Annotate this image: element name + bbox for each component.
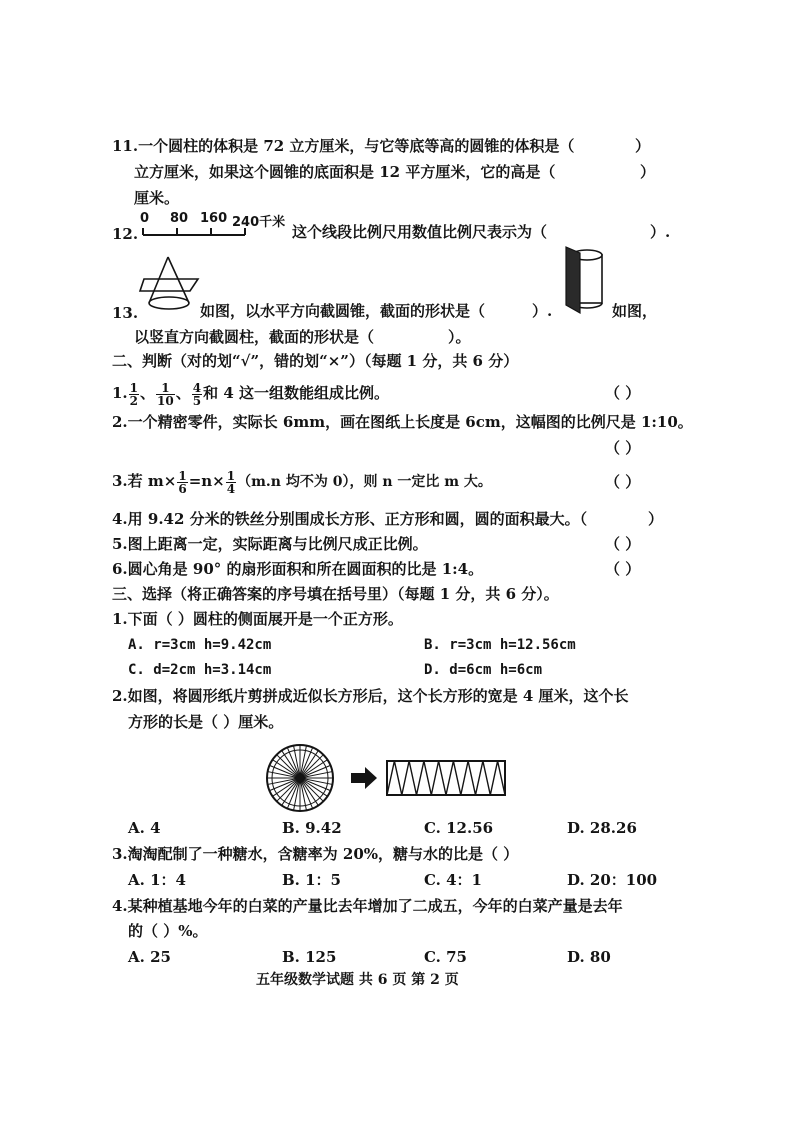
judge-q4-answer-paren-close[interactable]: ） — [648, 510, 664, 528]
choice-q3-option-c[interactable]: C. 4：1 — [424, 871, 482, 889]
choice-q2-line2: 方形的长是（ ）厘米。 — [128, 713, 284, 731]
judge-q5-answer-paren[interactable]: （ ） — [605, 535, 641, 553]
q11-line3: 厘米。 — [134, 189, 180, 207]
section3-heading: 三、选择（将正确答案的序号填在括号里）（每题 1 分，共 6 分）。 — [112, 585, 559, 603]
scale-label-80: 80 — [170, 211, 189, 226]
judge-q2-answer-paren[interactable]: （ ） — [605, 439, 641, 457]
choice-q2-option-b[interactable]: B. 9.42 — [282, 819, 342, 837]
judge-q1: 1. $\frac{1}{2}$ 、 $\frac{1}{10}$ 、 $\frac{4}{5}$ 和 4 这一组数能组成比例。 — [112, 380, 390, 408]
fraction-1-2: $\frac{1}{2}$ — [129, 380, 139, 408]
judge-q3: 3.若 m× $\frac{1}{6}$ =n× $\frac{1}{4}$ （m.n 均不为 0），则 n 一定比 m 大。 — [112, 468, 492, 496]
choice-q3-option-b[interactable]: B. 1：5 — [282, 871, 341, 889]
q13-number: 13. — [112, 304, 139, 322]
q12-text-end: ）. — [650, 223, 671, 241]
choice-q3-option-a[interactable]: A. 1：4 — [128, 871, 186, 889]
cone-cut-figure — [140, 255, 200, 317]
judge-q6: 6.圆心角是 90° 的扇形面积和所在圆面积的比是 1:4。 — [112, 560, 484, 578]
fraction-1-10: $\frac{1}{10}$ — [157, 380, 174, 408]
q13-text1-end: ）. — [532, 302, 553, 320]
choice-q1-stem: 1.下面（ ）圆柱的侧面展开是一个正方形。 — [112, 610, 403, 628]
section2-heading: 二、判断（对的划“√”，错的划“×”）（每题 1 分，共 6 分） — [112, 352, 519, 370]
choice-q4-line2: 的（ ）%。 — [128, 922, 208, 940]
scale-label-240km: 240千米 — [232, 215, 286, 230]
q11-answer-paren-close-2: ） — [640, 163, 656, 181]
fraction-4-5: $\frac{4}{5}$ — [192, 380, 202, 408]
judge-q6-answer-paren[interactable]: （ ） — [605, 560, 641, 578]
sectored-circle — [267, 745, 333, 811]
choice-q1-option-c[interactable]: C. d=2cm h=3.14cm — [128, 662, 272, 678]
page-footer: 五年级数学试题 共 6 页 第 2 页 — [256, 972, 459, 988]
choice-q3-option-d[interactable]: D. 20：100 — [567, 871, 658, 889]
q13-text1: 如图，以水平方向截圆锥，截面的形状是（ — [200, 302, 486, 320]
choice-q4-option-c[interactable]: C. 75 — [424, 948, 467, 966]
q11-line1: 11.一个圆柱的体积是 72 立方厘米，与它等底等高的圆锥的体积是（ — [112, 137, 575, 155]
judge-q2: 2.一个精密零件，实际长 6mm，画在图纸上长度是 6cm，这幅图的比例尺是 1:10。 — [112, 413, 693, 431]
choice-q2-line1: 2.如图，将圆形纸片剪拼成近似长方形后，这个长方形的宽是 4 厘米，这个长 — [112, 687, 629, 705]
choice-q2-option-d[interactable]: D. 28.26 — [567, 819, 637, 837]
judge-q4: 4.用 9.42 分米的铁丝分别围成长方形、正方形和圆，圆的面积最大。（ — [112, 510, 588, 528]
choice-q2-option-c[interactable]: C. 12.56 — [424, 819, 494, 837]
q11-line2: 立方厘米，如果这个圆锥的底面积是 12 平方厘米，它的高是（ — [134, 163, 556, 181]
choice-q2-option-a[interactable]: A. 4 — [128, 819, 161, 837]
scale-label-160: 160 — [200, 211, 228, 226]
cylinder-cut-figure — [560, 245, 608, 315]
arrow-icon — [351, 767, 377, 789]
fraction-1-4: $\frac{1}{4}$ — [226, 468, 236, 496]
choice-q1-option-a[interactable]: A. r=3cm h=9.42cm — [128, 637, 272, 653]
judge-q5: 5.图上距离一定，实际距离与比例尺成正比例。 — [112, 535, 428, 553]
choice-q4-option-d[interactable]: D. 80 — [567, 948, 611, 966]
scale-label-0: 0 — [140, 211, 150, 226]
q12-text: 这个线段比例尺用数值比例尺表示为（ — [292, 223, 548, 241]
choice-q4-line1: 4.某种植基地今年的白菜的产量比去年增加了二成五，今年的白菜产量是去年 — [112, 897, 623, 915]
q13-line2-end: ）。 — [448, 328, 471, 346]
judge-q3-answer-paren[interactable]: （ ） — [605, 473, 641, 491]
judge-q1-answer-paren[interactable]: （ ） — [605, 384, 641, 402]
choice-q1-option-d[interactable]: D. d=6cm h=6cm — [424, 662, 543, 678]
circle-to-rectangle-figure — [265, 743, 515, 813]
choice-q1-option-b[interactable]: B. r=3cm h=12.56cm — [424, 637, 576, 653]
q12-number: 12. — [112, 225, 139, 243]
q13-line2: 以竖直方向截圆柱，截面的形状是（ — [134, 328, 375, 346]
choice-q3-stem: 3.淘淘配制了一种糖水，含糖率为 20%，糖与水的比是（ ） — [112, 845, 519, 863]
choice-q4-option-b[interactable]: B. 125 — [282, 948, 337, 966]
choice-q4-option-a[interactable]: A. 25 — [128, 948, 171, 966]
segment-scale-bar — [140, 225, 250, 239]
fraction-1-6: $\frac{1}{6}$ — [178, 468, 187, 496]
q11-answer-paren-close: ） — [635, 137, 651, 155]
q13-text2: 如图， — [612, 302, 658, 320]
